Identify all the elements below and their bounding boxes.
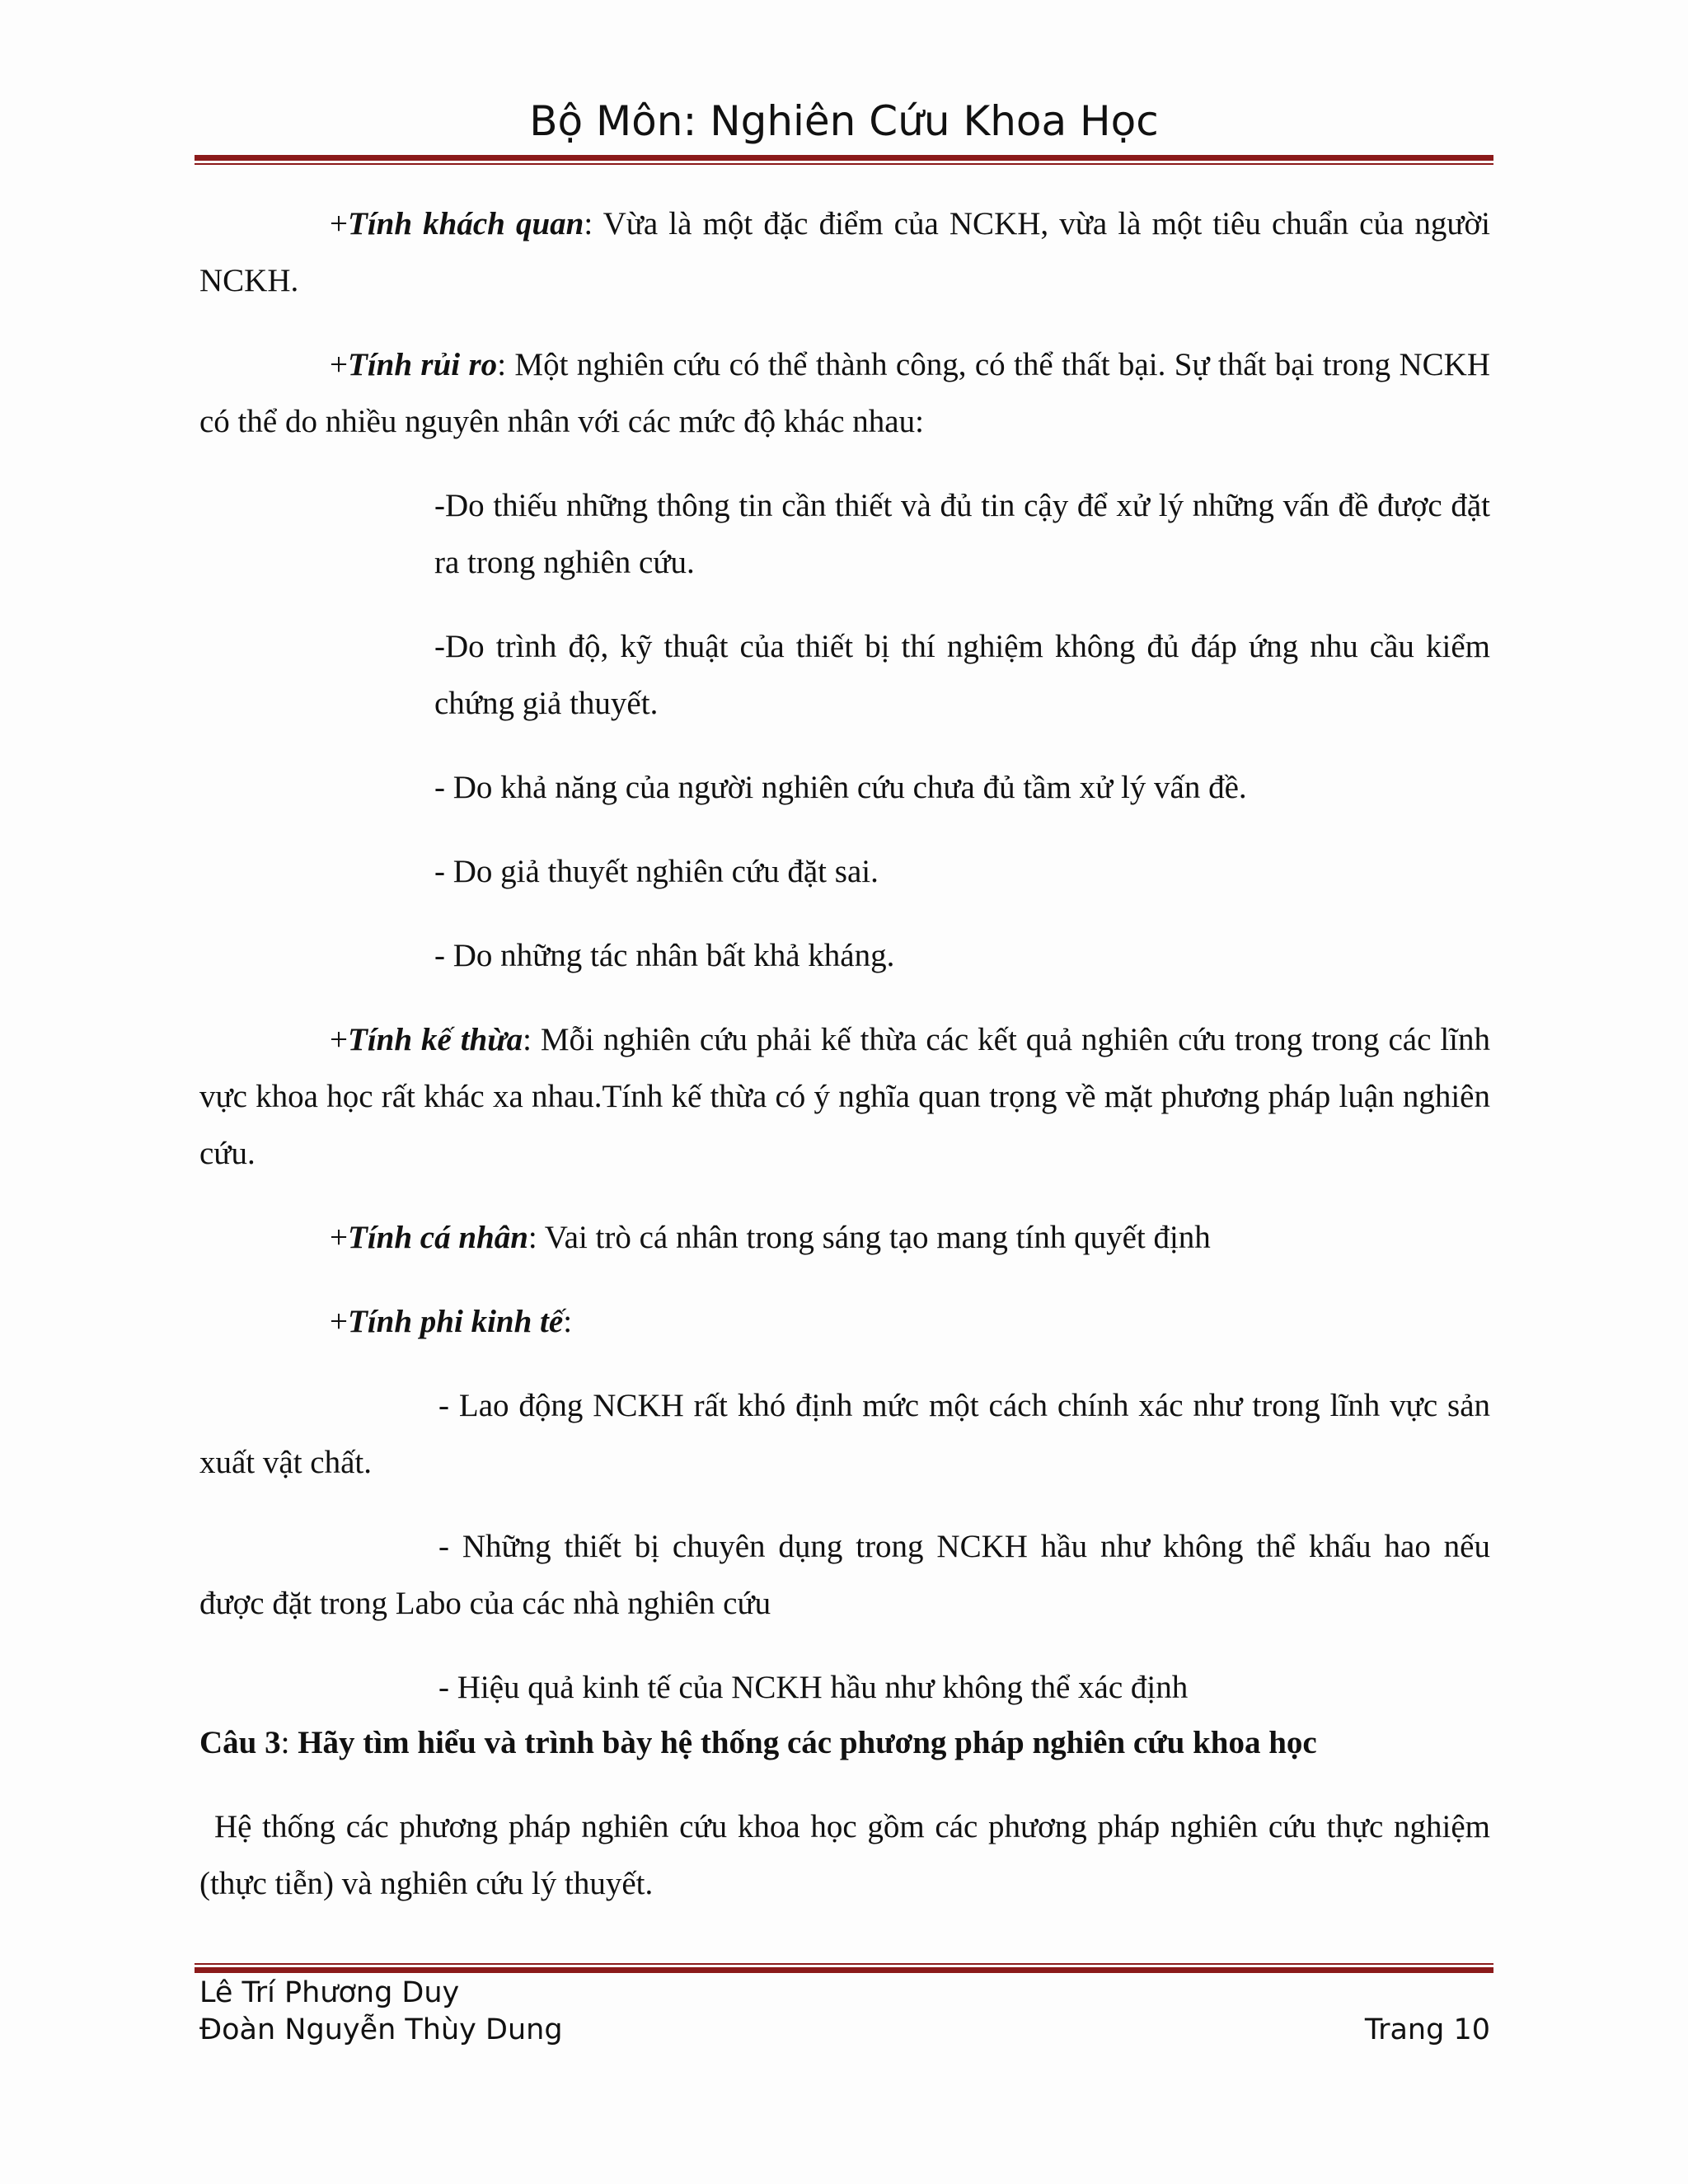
answer-paragraph: Hệ thống các phương pháp nghiên cứu khoa học gồm các phương pháp nghiên cứu thực nghiệm (thực tiễn) và nghiên cứu lý thuyết.: [199, 1809, 1490, 1901]
paragraph-objectivity: +Tính khách quan: Vừa là một đặc điểm của NCKH, vừa là một tiêu chuẩn của người NCKH.: [199, 206, 1491, 298]
economic-item: - Lao động NCKH rất khó định mức một cách chính xác như trong lĩnh vực sản xuất vật chất.: [199, 1388, 1490, 1480]
page-body: [199, 195, 1490, 1912]
economic-item: - Hiệu quả kinh tế của NCKH hầu như không thể xác định: [438, 1670, 1189, 1705]
page-header-title: Bộ Môn: Nghiên Cứu Khoa Học: [529, 97, 1159, 145]
header-rule-thin: [195, 163, 1493, 165]
risk-item: -Do thiếu những thông tin cần thiết và đủ tin cậy để xử lý những vấn đề được đặt ra trong nghiên cứu.: [434, 488, 1490, 580]
risk-item: - Do những tác nhân bất khả kháng.: [434, 938, 895, 973]
footer-rule: [195, 1967, 1493, 1973]
page-number: Trang 10: [1364, 2013, 1490, 2046]
paragraph-individual: +Tính cá nhân: Vai trò cá nhân trong sáng tạo mang tính quyết định: [330, 1220, 1211, 1255]
paragraph-risk: +Tính rủi ro: Một nghiên cứu có thể thành công, có thể thất bại. Sự thất bại trong NCKH có thể do nhiều nguyên nhân với các mức độ khác nhau:: [199, 347, 1491, 439]
footer-author-1: Lê Trí Phương Duy: [199, 1976, 460, 2009]
term-individual: Tính cá nhân: [348, 1220, 528, 1255]
risk-item: - Do khả năng của người nghiên cứu chưa đủ tầm xử lý vấn đề.: [434, 770, 1247, 805]
risk-item: - Do giả thuyết nghiên cứu đặt sai.: [434, 854, 879, 889]
footer-row: [199, 2013, 1490, 2046]
economic-item: - Những thiết bị chuyên dụng trong NCKH hầu như không thể khấu hao nếu được đặt trong Labo của các nhà nghiên cứu: [199, 1529, 1490, 1621]
term-risk: Tính rủi ro: [348, 347, 498, 382]
footer-author-2: Đoàn Nguyễn Thùy Dung: [199, 2013, 563, 2046]
paragraph-non-economic: +Tính phi kinh tế:: [330, 1304, 573, 1339]
question-heading: Câu 3: Hãy tìm hiểu và trình bày hệ thống các phương pháp nghiên cứu khoa học: [199, 1725, 1317, 1760]
footer-rule-thin: [195, 1963, 1493, 1965]
risk-item: -Do trình độ, kỹ thuật của thiết bị thí nghiệm không đủ đáp ứng nhu cầu kiểm chứng giả thuyết.: [434, 629, 1490, 721]
term-inheritance: Tính kế thừa: [348, 1022, 523, 1057]
term-objectivity: Tính khách quan: [348, 206, 584, 241]
paragraph-inheritance: +Tính kế thừa: Mỗi nghiên cứu phải kế thừa các kết quả nghiên cứu trong trong các lĩnh vực khoa học rất khác xa nhau.Tính kế thừa có ý nghĩa quan trọng về mặt phương pháp luận nghiên cứu.: [199, 1022, 1490, 1171]
term-non-economic: Tính phi kinh tế: [348, 1304, 564, 1339]
header-rule: [195, 155, 1493, 161]
